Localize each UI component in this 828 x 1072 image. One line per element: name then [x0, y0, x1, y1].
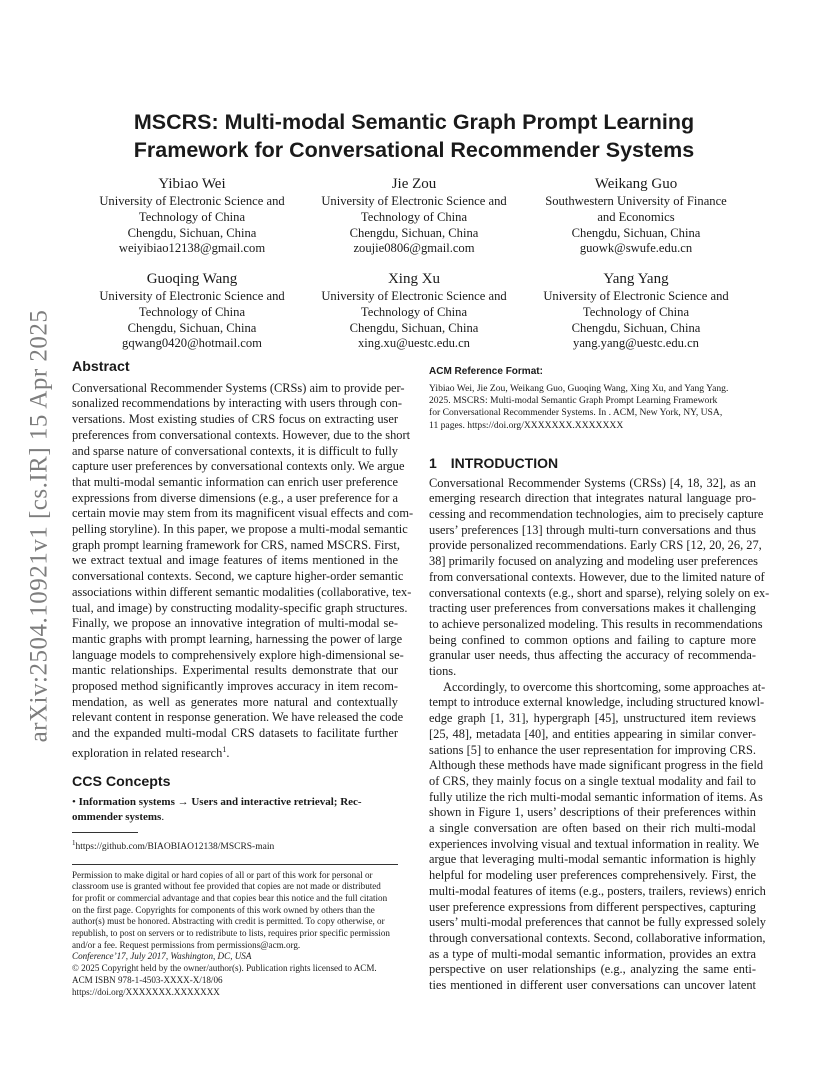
permission-line: author(s) must be honored. Abstracting with credit is permitted. To copy otherwise, or — [72, 916, 385, 927]
intro-line: tions. — [429, 664, 457, 679]
intro-line: Conversational Recommender Systems (CRSs) [4, 18, 32], as an — [429, 475, 756, 490]
ccs-line-2: ommender systems — [72, 810, 162, 823]
abstract-line: proposed method significantly improves accuracy in item recom- — [72, 679, 398, 694]
author-affiliation: and Economics — [597, 209, 675, 224]
left-column — [72, 359, 414, 998]
ccs-concepts — [72, 795, 398, 824]
abstract-line: certain movie may stem from its magnificent visual effects and com- — [72, 506, 414, 521]
intro-line: provide personalized recommendations. Early CRS [12, 20, 26, 27, — [429, 538, 762, 553]
intro-line: experiences involving visual and textual information in reality. We — [429, 836, 760, 851]
author-block — [82, 269, 302, 352]
intro-title: INTRODUCTION — [450, 454, 559, 471]
author-name: Guoqing Wang — [146, 271, 238, 287]
conference-line: Conference’17, July 2017, Washington, DC, USA — [72, 951, 252, 962]
ccs-end: . — [161, 810, 165, 823]
intro-line: cessing and recommendation technologies, aim to precisely capture — [429, 507, 764, 521]
abstract-line: conversational contexts. Second, we capture higher-order semantic — [72, 569, 404, 584]
abstract-heading: Abstract — [72, 359, 130, 375]
permission-line: classroom use is granted without fee provided that copies are not made or distributed — [72, 881, 381, 892]
right-column — [429, 364, 770, 994]
author-name: Weikang Guo — [594, 176, 678, 192]
acm-ref-body — [429, 383, 756, 432]
intro-line: fully utilize the rich multi-modal semantic information of items. As — [429, 789, 763, 804]
abstract-line: language models to comprehensively explore high-dimensional se- — [72, 647, 404, 662]
abstract-line: capture user preferences by conversational contexts only. We argue — [72, 459, 405, 474]
title-line-1: MSCRS: Multi-modal Semantic Graph Prompt Learning — [133, 110, 695, 134]
abstract-line: relevant content in response generation. We have released the code — [72, 710, 404, 725]
intro-line: user preference expressions from different perspectives, capturing — [429, 899, 756, 914]
author-block — [526, 269, 746, 352]
author-location: Chengdu, Sichuan, China — [127, 225, 257, 240]
abstract-line: that multi-modal semantic information can enrich user preference — [72, 474, 398, 489]
permission-line: and/or a fee. Request permissions from permissions@acm.org. — [72, 939, 301, 950]
abstract-line: graph prompt learning framework for CRS, named MSCRS. First, — [72, 537, 400, 552]
author-affiliation: Technology of China — [582, 304, 690, 319]
intro-para-2 — [429, 679, 766, 994]
paper-title — [80, 108, 748, 164]
abstract-line: we extract textual and image features of items mentioned in the — [72, 553, 398, 568]
author-block — [526, 174, 746, 257]
ccs-bullet: • — [72, 796, 76, 809]
footnote-number: 1 — [72, 839, 76, 848]
author-affiliation: University of Electronic Science and — [321, 194, 507, 208]
permission-line: for profit or commercial advantage and that copies bear this notice and the full citation — [72, 892, 388, 903]
intro-line: a single conversation are often based on their rich multi-modal — [429, 821, 756, 836]
author-email: yang.yang@uestc.edu.cn — [573, 336, 699, 351]
copyright-line: © 2025 Copyright held by the owner/author(s). Publication rights licensed to ACM. — [72, 963, 377, 974]
author-block — [304, 174, 524, 257]
intro-line: shown in Figure 1, users’ descriptions of their preferences within — [429, 805, 756, 820]
author-block — [304, 269, 524, 352]
author-name: Yang Yang — [603, 271, 669, 287]
abstract-line: associations within different semantic modalities (collaborative, tex- — [72, 584, 412, 599]
intro-line: Accordingly, to overcome this shortcoming, some approaches at- — [443, 679, 766, 694]
intro-number: 1 — [429, 454, 437, 471]
intro-para-1 — [429, 475, 770, 680]
intro-line: users’ preferences [13] through multi-turn conversations and thus — [429, 522, 756, 537]
permission-rule — [72, 864, 398, 865]
isbn-line: ACM ISBN 978-1-4503-XXXX-X/18/06 — [72, 974, 223, 985]
abstract-body — [72, 380, 414, 762]
author-affiliation: University of Electronic Science and — [543, 289, 729, 303]
author-email: weiyibiao12138@gmail.com — [118, 241, 266, 256]
intro-line: tracting user preferences from conversations makes it challenging — [429, 601, 756, 616]
acm-ref-line: 2025. MSCRS: Multi-modal Semantic Graph Prompt Learning Framework — [429, 395, 718, 406]
acm-ref-heading: ACM Reference Format: — [429, 366, 543, 377]
intro-line: perspective on user relationships (e.g., analyzing the same enti- — [429, 962, 756, 977]
author-location: Chengdu, Sichuan, China — [127, 320, 257, 335]
author-name: Jie Zou — [391, 176, 437, 192]
permission-line: on the first page. Copyrights for components of this work owned by others than the — [72, 904, 375, 915]
abstract-line: Conversational Recommender Systems (CRSs) aim to provide per- — [72, 380, 405, 395]
ccs-line-1: Information systems → Users and interactive retrieval; Rec- — [78, 796, 362, 809]
abstract-line-last — [72, 742, 398, 762]
intro-line: 38] primarily focused on analyzing and modeling user preferences — [429, 554, 758, 569]
author-affiliation: Southwestern University of Finance — [545, 194, 727, 208]
abstract-line: mendation, as well as generates more natural and contextually — [72, 694, 398, 709]
ccs-heading: CCS Concepts — [72, 773, 171, 790]
intro-line: sations [5] to enhance the user representation for improving CRS. — [429, 742, 756, 757]
intro-line: ties mentioned in different user conversations can uncover latent — [429, 978, 756, 993]
author-affiliation: Technology of China — [138, 304, 246, 319]
author-affiliation: University of Electronic Science and — [99, 194, 285, 208]
intro-line: as a type of multi-modal semantic information, provides an extra — [429, 946, 756, 961]
permission-line: Permission to make digital or hard copies of all or part of this work for personal or — [72, 869, 373, 880]
abstract-line: expressions from diverse dimensions (e.g., a user preference for a — [72, 490, 398, 505]
intro-line: tempt to introduce external knowledge, including structured knowl- — [429, 695, 765, 710]
permission-block — [72, 870, 398, 999]
abstract-line: versations. Most existing studies of CRS focus on extracting user — [72, 412, 398, 427]
author-location: Chengdu, Sichuan, China — [571, 225, 701, 240]
author-email: gqwang0420@hotmail.com — [122, 336, 262, 351]
intro-line: to achieve personalized modeling. This results in recommendations — [429, 616, 763, 631]
author-affiliation: Technology of China — [360, 304, 468, 319]
author-affiliation: University of Electronic Science and — [99, 289, 285, 303]
author-email: guowk@swufe.edu.cn — [579, 241, 693, 256]
permission-line: republish, to post on servers or to redistribute to lists, requires prior specific permission — [72, 928, 390, 939]
intro-heading — [429, 456, 756, 472]
abstract-last-text: exploration in related research — [72, 746, 223, 760]
abstract-line: sonalized recommendations by interacting with users through con- — [72, 396, 402, 411]
author-affiliation: University of Electronic Science and — [321, 289, 507, 303]
author-affiliation: Technology of China — [360, 209, 468, 224]
arxiv-stamp-text: arXiv:2504.10921v1 [cs.IR] 15 Apr 2025 — [25, 309, 52, 743]
intro-line: argue that leveraging multi-modal semantic information is highly — [429, 852, 756, 867]
intro-line: Although these methods have made significant progress in the field — [429, 758, 764, 773]
abstract-line: and sparse nature of conversational contexts, it is difficult to fully — [72, 443, 398, 458]
author-location: Chengdu, Sichuan, China — [571, 320, 701, 335]
abstract-line: Finally, we propose an innovative integration of multi-modal se- — [72, 616, 398, 631]
title-line-2: Framework for Conversational Recommender Systems — [133, 138, 695, 162]
author-email: zoujie0806@gmail.com — [353, 241, 475, 256]
author-email: xing.xu@uestc.edu.cn — [358, 336, 470, 351]
author-name: Xing Xu — [387, 271, 441, 287]
abstract-line: preferences from conversational contexts. However, due to the short — [72, 427, 411, 442]
intro-line: through conversational contexts. Second, collaborative information, — [429, 930, 766, 945]
author-name: Yibiao Wei — [158, 176, 226, 192]
abstract-end-punct: . — [226, 746, 230, 760]
abstract-line: tual, and image) by constructing modality-specific graph structures. — [72, 600, 408, 615]
abstract-line: and the expanded multi-modal CRS datasets to facilitate further — [72, 726, 398, 741]
acm-ref-line: for Conversational Recommender Systems. In . ACM, New York, NY, USA, — [429, 407, 723, 419]
intro-line: conversational contexts (e.g., short and sparse), relying solely on ex- — [429, 585, 770, 600]
abstract-line: mantic relationships. Experimental results demonstrate that our — [72, 663, 398, 678]
intro-line: being confined to common options and failing to capture more — [429, 632, 756, 647]
author-location: Chengdu, Sichuan, China — [349, 320, 479, 335]
author-block — [82, 174, 302, 257]
arxiv-stamp — [24, 294, 54, 758]
acm-ref-line: Yibiao Wei, Jie Zou, Weikang Guo, Guoqing Wang, Xing Xu, and Yang Yang. — [429, 382, 729, 394]
intro-line: from conversational contexts. However, due to the limited nature of — [429, 569, 765, 584]
footnote-marker: 1 — [222, 744, 227, 754]
intro-line: multi-modal features of items (e.g., posters, trailers, reviews) enrich — [429, 883, 766, 898]
footnote-rule — [72, 832, 138, 833]
author-affiliation: Technology of China — [138, 209, 246, 224]
footnote — [72, 837, 398, 853]
author-location: Chengdu, Sichuan, China — [349, 225, 479, 240]
abstract-line: pelling storyline). In this paper, we propose a multi-modal semantic — [72, 522, 408, 537]
intro-line: granular user needs, thus affecting the accuracy of recommenda- — [429, 648, 756, 663]
intro-line: helpful for modeling user preferences comprehensively. First, the — [429, 868, 756, 883]
acm-ref-line: 11 pages. https://doi.org/XXXXXXX.XXXXXXX — [429, 419, 624, 431]
intro-line: users’ multi-modal preferences that cannot be fully expressed solely — [429, 915, 766, 930]
doi-line[interactable]: https://doi.org/XXXXXXX.XXXXXXX — [72, 986, 220, 997]
intro-line: [25, 48], metadata [40], and entities appearing in similar conver- — [429, 726, 756, 741]
intro-line: of CRS, they mainly focus on a single textual modality and fail to — [429, 773, 756, 788]
intro-line: emerging research direction that integrates natural language pro- — [429, 491, 756, 506]
abstract-line: mantic graphs with prompt learning, harnessing the power of large — [72, 631, 403, 646]
footnote-link[interactable]: https://github.com/BIAOBIAO12138/MSCRS-main — [75, 842, 275, 853]
intro-line: edge graph [1, 31], hypergraph [45], unstructured item reviews — [429, 711, 756, 726]
